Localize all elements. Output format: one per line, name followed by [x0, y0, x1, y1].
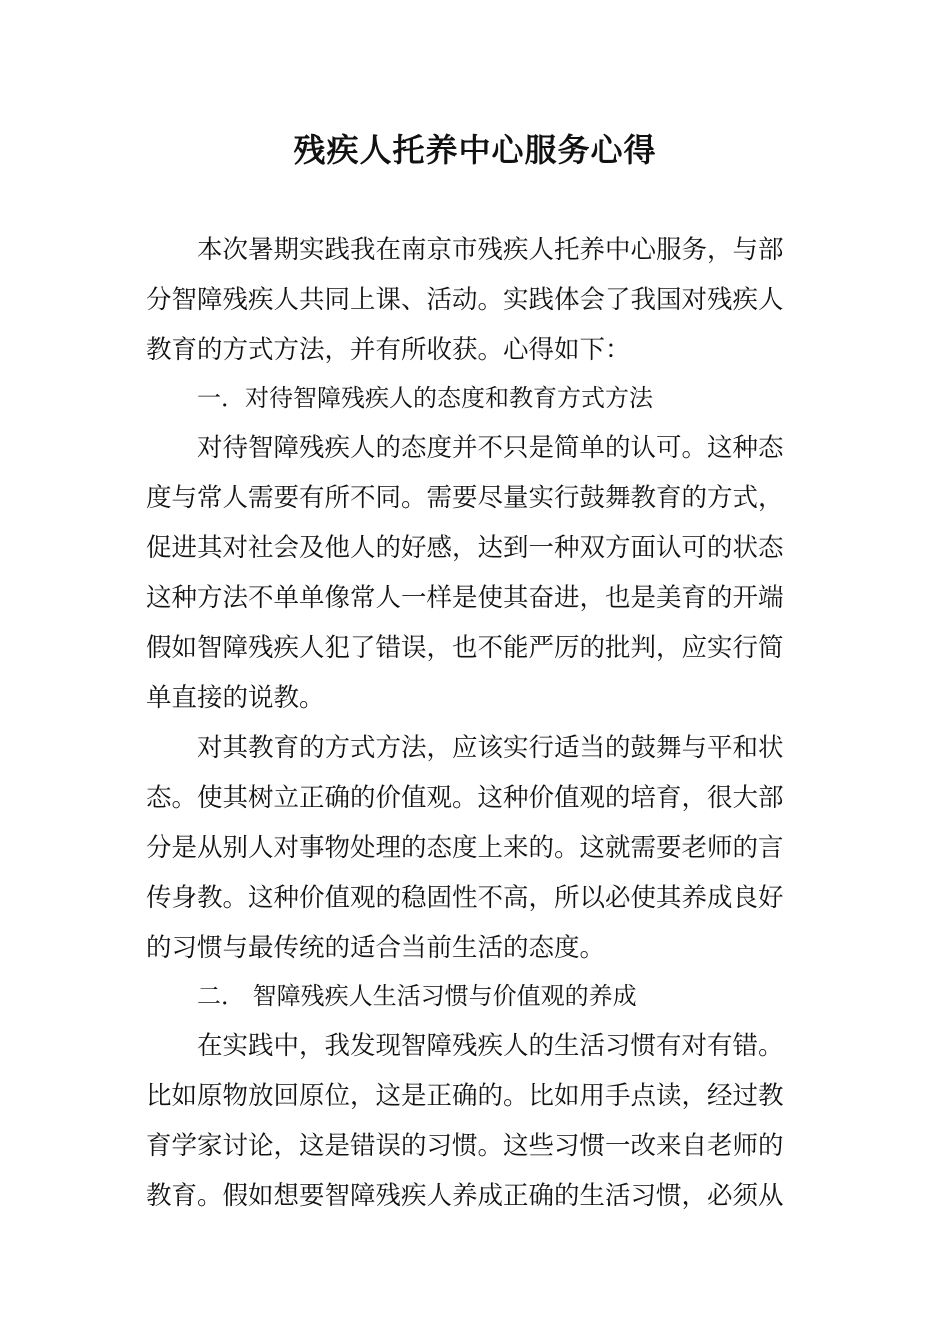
text-line: 比如原物放回原位，这是正确的。比如用手点读，经过教: [146, 1081, 784, 1111]
text-line: 假如智障残疾人犯了错误，也不能严厉的批判，应实行简: [146, 633, 784, 663]
text-line: 本次暑期实践我在南京市残疾人托养中心服务，与部: [197, 235, 784, 265]
text-line: 传身教。这种价值观的稳固性不高，所以必使其养成良好: [146, 883, 784, 913]
text-line: 育学家讨论，这是错误的习惯。这些习惯一改来自老师的: [146, 1131, 784, 1161]
text-line: 分智障残疾人共同上课、活动。实践体会了我国对残疾人: [146, 285, 784, 315]
text-line: 单直接的说教。: [146, 683, 325, 713]
text-line: 对其教育的方式方法，应该实行适当的鼓舞与平和状: [197, 733, 784, 763]
text-line: 态。使其树立正确的价值观。这种价值观的培育，很大部: [146, 783, 784, 813]
text-line: 在实践中，我发现智障残疾人的生活习惯有对有错。: [197, 1031, 784, 1061]
text-line: 分是从别人对事物处理的态度上来的。这就需要老师的言: [146, 833, 784, 863]
text-line: 促进其对社会及他人的好感，达到一种双方面认可的状态: [146, 533, 784, 563]
text-line: 度与常人需要有所不同。需要尽量实行鼓舞教育的方式，: [146, 483, 784, 513]
document-title: 残疾人托养中心服务心得: [293, 131, 657, 169]
text-line: 教育。假如想要智障残疾人养成正确的生活习惯，必须从: [146, 1181, 784, 1211]
section-heading-1: 一．对待智障残疾人的态度和教育方式方法: [197, 384, 653, 412]
section-heading-2: 二． 智障残疾人生活习惯与价值观的养成: [197, 982, 637, 1010]
text-line: 这种方法不单单像常人一样是使其奋进，也是美育的开端: [146, 583, 784, 613]
text-line: 对待智障残疾人的态度并不只是简单的认可。这种态: [197, 433, 784, 463]
text-line: 教育的方式方法，并有所收获。心得如下：: [146, 335, 631, 365]
text-line: 的习惯与最传统的适合当前生活的态度。: [146, 933, 606, 963]
